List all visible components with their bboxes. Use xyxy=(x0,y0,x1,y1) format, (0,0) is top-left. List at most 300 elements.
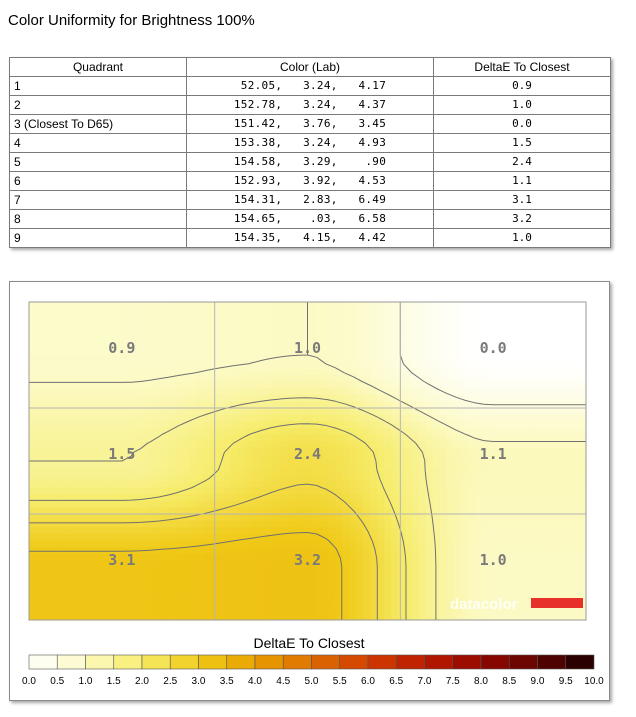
heat-cell xyxy=(36,335,44,342)
heat-cell xyxy=(530,322,538,329)
heat-cell xyxy=(363,474,371,481)
heat-cell xyxy=(238,408,246,415)
heat-cell xyxy=(314,302,322,309)
heat-cell xyxy=(516,375,524,382)
heat-cell xyxy=(231,527,239,534)
heat-cell xyxy=(78,388,86,395)
heat-cell xyxy=(468,567,476,574)
heat-cell xyxy=(398,580,406,587)
heat-cell xyxy=(147,329,155,336)
heat-cell xyxy=(384,348,392,355)
heat-cell xyxy=(356,348,364,355)
heat-cell xyxy=(558,454,566,461)
heat-cell xyxy=(537,481,545,488)
heat-cell xyxy=(482,481,490,488)
heat-cell xyxy=(391,408,399,415)
heat-cell xyxy=(126,415,134,422)
heat-cell xyxy=(266,441,274,448)
heat-cell xyxy=(530,580,538,587)
heat-cell xyxy=(71,587,79,594)
heat-cell xyxy=(196,348,204,355)
heat-cell xyxy=(572,382,580,389)
heat-cell xyxy=(161,355,169,362)
heat-cell xyxy=(308,322,316,329)
heat-cell xyxy=(106,375,114,382)
heat-cell xyxy=(433,309,441,316)
heat-cell xyxy=(321,415,329,422)
heat-cell xyxy=(565,415,573,422)
heat-cell xyxy=(154,474,162,481)
heat-cell xyxy=(551,501,559,508)
heat-cell xyxy=(342,415,350,422)
heat-cell xyxy=(321,329,329,336)
heat-cell xyxy=(140,368,148,375)
heat-cell xyxy=(203,302,211,309)
heat-cell xyxy=(558,315,566,322)
heat-cell xyxy=(78,534,86,541)
heat-cell xyxy=(384,315,392,322)
heat-cell xyxy=(363,501,371,508)
colorbar-tick-label: 0.0 xyxy=(22,676,36,687)
heat-cell xyxy=(537,315,545,322)
heat-cell xyxy=(43,322,51,329)
heat-cell xyxy=(558,574,566,581)
heat-cell xyxy=(308,600,316,607)
heat-cell xyxy=(468,514,476,521)
heat-cell xyxy=(50,309,58,316)
heat-cell xyxy=(454,329,462,336)
heat-cell xyxy=(189,421,197,428)
heat-cell xyxy=(468,322,476,329)
heat-cell xyxy=(565,448,573,455)
heat-cell xyxy=(85,315,93,322)
heat-cell xyxy=(113,428,121,435)
heat-cell xyxy=(224,594,232,601)
heat-cell xyxy=(454,302,462,309)
heat-cell xyxy=(412,329,420,336)
heat-cell xyxy=(530,560,538,567)
heat-cell xyxy=(530,342,538,349)
heat-cell xyxy=(516,580,524,587)
heat-cell xyxy=(161,368,169,375)
heat-cell xyxy=(224,600,232,607)
heat-cell xyxy=(154,395,162,402)
heat-cell xyxy=(509,355,517,362)
heat-cell xyxy=(537,534,545,541)
heat-cell xyxy=(287,600,295,607)
heat-cell xyxy=(154,580,162,587)
heat-cell xyxy=(29,415,37,422)
heat-cell xyxy=(558,494,566,501)
heat-cell xyxy=(412,587,420,594)
heat-cell xyxy=(558,501,566,508)
heat-cell xyxy=(147,415,155,422)
heat-cell xyxy=(328,474,336,481)
heat-cell xyxy=(182,388,190,395)
heat-cell xyxy=(523,481,531,488)
heat-cell xyxy=(356,587,364,594)
header-deltae: DeltaE To Closest xyxy=(434,58,611,77)
heat-cell xyxy=(335,415,343,422)
heat-cell xyxy=(161,441,169,448)
heat-cell xyxy=(321,461,329,468)
heat-cell xyxy=(252,541,260,548)
heat-cell xyxy=(217,554,225,561)
heat-cell xyxy=(140,600,148,607)
heat-cell xyxy=(140,335,148,342)
heat-cell xyxy=(314,415,322,422)
heat-cell xyxy=(71,435,79,442)
heat-cell xyxy=(29,514,37,521)
heat-cell xyxy=(384,454,392,461)
heat-cell xyxy=(495,468,503,475)
heat-cell xyxy=(447,322,455,329)
heat-cell xyxy=(405,541,413,548)
heat-cell xyxy=(161,560,169,567)
heat-cell xyxy=(502,587,510,594)
heat-cell xyxy=(489,382,497,389)
heat-cell xyxy=(558,415,566,422)
heat-cell xyxy=(412,362,420,369)
heat-cell xyxy=(454,461,462,468)
heat-cell xyxy=(273,600,281,607)
heat-cell xyxy=(140,329,148,336)
heat-cell xyxy=(168,607,176,614)
heat-cell xyxy=(412,335,420,342)
heat-cell xyxy=(349,362,357,369)
heat-cell xyxy=(85,408,93,415)
heat-cell xyxy=(405,415,413,422)
heat-cell xyxy=(154,428,162,435)
heat-cell xyxy=(154,514,162,521)
heat-cell xyxy=(245,355,253,362)
heat-cell xyxy=(370,441,378,448)
heat-cell xyxy=(99,461,107,468)
heat-cell xyxy=(64,309,72,316)
heat-cell xyxy=(447,382,455,389)
heat-cell xyxy=(120,395,128,402)
heat-cell xyxy=(210,388,218,395)
heat-cell xyxy=(565,547,573,554)
color-uniformity-table xyxy=(9,57,611,248)
heat-cell xyxy=(391,388,399,395)
heat-cell xyxy=(85,580,93,587)
heat-cell xyxy=(412,501,420,508)
heat-cell xyxy=(551,560,559,567)
heat-cell xyxy=(161,541,169,548)
heat-cell xyxy=(544,302,552,309)
heat-cell xyxy=(126,527,134,534)
heat-cell xyxy=(454,355,462,362)
heat-cell xyxy=(133,587,141,594)
heat-cell xyxy=(259,474,267,481)
heat-cell xyxy=(551,322,559,329)
heat-cell xyxy=(461,587,469,594)
heat-cell xyxy=(565,329,573,336)
table-row xyxy=(10,229,611,248)
heat-cell xyxy=(335,468,343,475)
heat-cell xyxy=(335,435,343,442)
heat-cell xyxy=(43,408,51,415)
heat-cell xyxy=(544,362,552,369)
heat-cell xyxy=(203,348,211,355)
heat-cell xyxy=(405,375,413,382)
heat-cell xyxy=(363,488,371,495)
heat-cell xyxy=(384,302,392,309)
heat-cell xyxy=(175,382,183,389)
heat-cell xyxy=(489,368,497,375)
heat-cell xyxy=(78,501,86,508)
heat-cell xyxy=(189,342,197,349)
heat-cell xyxy=(217,501,225,508)
heat-cell xyxy=(321,362,329,369)
heat-cell xyxy=(544,514,552,521)
heat-cell xyxy=(482,395,490,402)
heat-cell xyxy=(287,435,295,442)
heat-cell xyxy=(328,368,336,375)
heat-cell xyxy=(377,607,385,614)
heat-cell xyxy=(523,375,531,382)
heat-cell xyxy=(154,554,162,561)
heat-cell xyxy=(301,494,309,501)
heat-cell xyxy=(252,587,260,594)
heat-cell xyxy=(245,315,253,322)
heat-cell xyxy=(572,435,580,442)
heat-cell xyxy=(133,468,141,475)
heat-cell xyxy=(502,527,510,534)
heat-cell xyxy=(113,481,121,488)
heat-cell xyxy=(203,415,211,422)
heat-cell xyxy=(113,468,121,475)
heat-cell xyxy=(189,309,197,316)
heat-cell xyxy=(489,474,497,481)
heat-cell xyxy=(363,355,371,362)
heat-cell xyxy=(356,428,364,435)
heat-cell xyxy=(537,521,545,528)
heat-cell xyxy=(356,322,364,329)
heat-cell xyxy=(245,408,253,415)
heat-cell xyxy=(544,541,552,548)
heat-cell xyxy=(126,408,134,415)
heat-cell xyxy=(57,514,65,521)
heat-cell xyxy=(335,527,343,534)
heat-cell xyxy=(558,481,566,488)
heat-cell xyxy=(398,574,406,581)
heat-cell xyxy=(106,368,114,375)
heat-cell xyxy=(126,488,134,495)
heat-cell xyxy=(50,415,58,422)
heat-cell xyxy=(64,580,72,587)
heat-cell xyxy=(36,448,44,455)
heat-cell xyxy=(489,574,497,581)
heat-cell xyxy=(328,580,336,587)
heat-cell xyxy=(447,461,455,468)
heat-cell xyxy=(280,315,288,322)
heat-cell xyxy=(259,362,267,369)
heat-cell xyxy=(175,348,183,355)
heat-cell xyxy=(537,547,545,554)
heat-cell xyxy=(266,547,274,554)
cell-lab: 153.38, 3.24, 4.93 xyxy=(187,134,434,153)
heat-cell xyxy=(461,441,469,448)
heat-cell xyxy=(64,594,72,601)
heat-cell xyxy=(509,302,517,309)
heat-cell xyxy=(147,441,155,448)
heat-cell xyxy=(175,468,183,475)
heat-cell xyxy=(489,388,497,395)
heat-cell xyxy=(85,302,93,309)
heat-cell xyxy=(482,541,490,548)
heat-cell xyxy=(57,441,65,448)
heat-cell xyxy=(447,435,455,442)
heat-cell xyxy=(99,527,107,534)
heat-cell xyxy=(266,388,274,395)
heat-cell xyxy=(475,587,483,594)
heat-cell xyxy=(182,587,190,594)
heat-cell xyxy=(447,441,455,448)
heat-cell xyxy=(461,302,469,309)
heat-cell xyxy=(106,362,114,369)
heat-cell xyxy=(252,461,260,468)
heat-cell xyxy=(140,415,148,422)
heat-cell xyxy=(370,534,378,541)
heat-cell xyxy=(280,348,288,355)
heat-cell xyxy=(537,554,545,561)
heat-cell xyxy=(175,428,183,435)
heat-cell xyxy=(426,567,434,574)
heat-cell xyxy=(363,481,371,488)
heat-cell xyxy=(544,468,552,475)
heat-cell xyxy=(308,368,316,375)
heat-cell xyxy=(558,355,566,362)
heat-cell xyxy=(509,587,517,594)
heat-cell xyxy=(391,534,399,541)
heat-cell xyxy=(224,408,232,415)
heat-cell xyxy=(482,309,490,316)
heat-cell xyxy=(294,428,302,435)
heat-cell xyxy=(252,468,260,475)
heat-cell xyxy=(579,309,587,316)
heat-cell xyxy=(440,454,448,461)
heat-cell xyxy=(314,514,322,521)
heat-cell xyxy=(530,448,538,455)
heat-cell xyxy=(147,355,155,362)
heat-cell xyxy=(475,415,483,422)
heat-cell xyxy=(85,567,93,574)
heat-cell xyxy=(43,587,51,594)
heat-cell xyxy=(252,388,260,395)
colorbar-swatch xyxy=(114,655,142,669)
heat-cell xyxy=(509,567,517,574)
heat-cell xyxy=(36,415,44,422)
heat-cell xyxy=(370,355,378,362)
heat-cell xyxy=(252,521,260,528)
heat-cell xyxy=(349,468,357,475)
heat-cell xyxy=(154,547,162,554)
heat-cell xyxy=(29,368,37,375)
heat-cell xyxy=(454,348,462,355)
heat-cell xyxy=(189,567,197,574)
heat-cell xyxy=(551,554,559,561)
heat-cell xyxy=(106,594,114,601)
heat-cell xyxy=(161,554,169,561)
heat-cell xyxy=(468,461,476,468)
heat-cell xyxy=(579,514,587,521)
heat-cell xyxy=(342,448,350,455)
heat-cell xyxy=(168,362,176,369)
heat-cell xyxy=(342,348,350,355)
heat-cell xyxy=(29,302,37,309)
heat-cell xyxy=(182,382,190,389)
heat-cell xyxy=(342,554,350,561)
heat-cell xyxy=(245,382,253,389)
heat-cell xyxy=(321,368,329,375)
heat-cell xyxy=(259,527,267,534)
heat-cell xyxy=(231,560,239,567)
heat-cell xyxy=(558,382,566,389)
heat-cell xyxy=(161,587,169,594)
heat-cell xyxy=(50,388,58,395)
heat-cell xyxy=(579,554,587,561)
heat-cell xyxy=(558,408,566,415)
heat-cell xyxy=(565,421,573,428)
heat-cell xyxy=(447,488,455,495)
heat-cell xyxy=(210,587,218,594)
heat-cell xyxy=(217,521,225,528)
heat-cell xyxy=(398,335,406,342)
heat-cell xyxy=(363,315,371,322)
heat-cell xyxy=(189,474,197,481)
heat-cell xyxy=(356,448,364,455)
heat-cell xyxy=(29,468,37,475)
heat-cell xyxy=(294,435,302,442)
heat-cell xyxy=(92,527,100,534)
heat-cell xyxy=(161,454,169,461)
heat-cell xyxy=(301,474,309,481)
heat-cell xyxy=(231,375,239,382)
heat-cell xyxy=(126,329,134,336)
heat-cell xyxy=(398,375,406,382)
heat-cell xyxy=(426,541,434,548)
heat-cell xyxy=(224,580,232,587)
heat-cell xyxy=(245,600,253,607)
heat-cell xyxy=(252,547,260,554)
heat-cell xyxy=(57,329,65,336)
heat-cell xyxy=(57,362,65,369)
heat-cell xyxy=(92,415,100,422)
heat-cell xyxy=(433,342,441,349)
heat-cell xyxy=(440,395,448,402)
cell-deltae: 3.2 xyxy=(434,210,611,229)
cell-value-label: 1.5 xyxy=(108,445,136,463)
heat-cell xyxy=(238,600,246,607)
heat-cell xyxy=(280,461,288,468)
heat-cell xyxy=(308,421,316,428)
heat-cell xyxy=(314,501,322,508)
heat-cell xyxy=(245,348,253,355)
heat-cell xyxy=(57,395,65,402)
heat-cell xyxy=(482,501,490,508)
heat-cell xyxy=(447,468,455,475)
heat-cell xyxy=(565,388,573,395)
heat-cell xyxy=(308,501,316,508)
heat-cell xyxy=(412,574,420,581)
heat-cell xyxy=(168,574,176,581)
heat-cell xyxy=(50,607,58,614)
heat-cell xyxy=(57,481,65,488)
heat-cell xyxy=(377,382,385,389)
heat-cell xyxy=(126,501,134,508)
